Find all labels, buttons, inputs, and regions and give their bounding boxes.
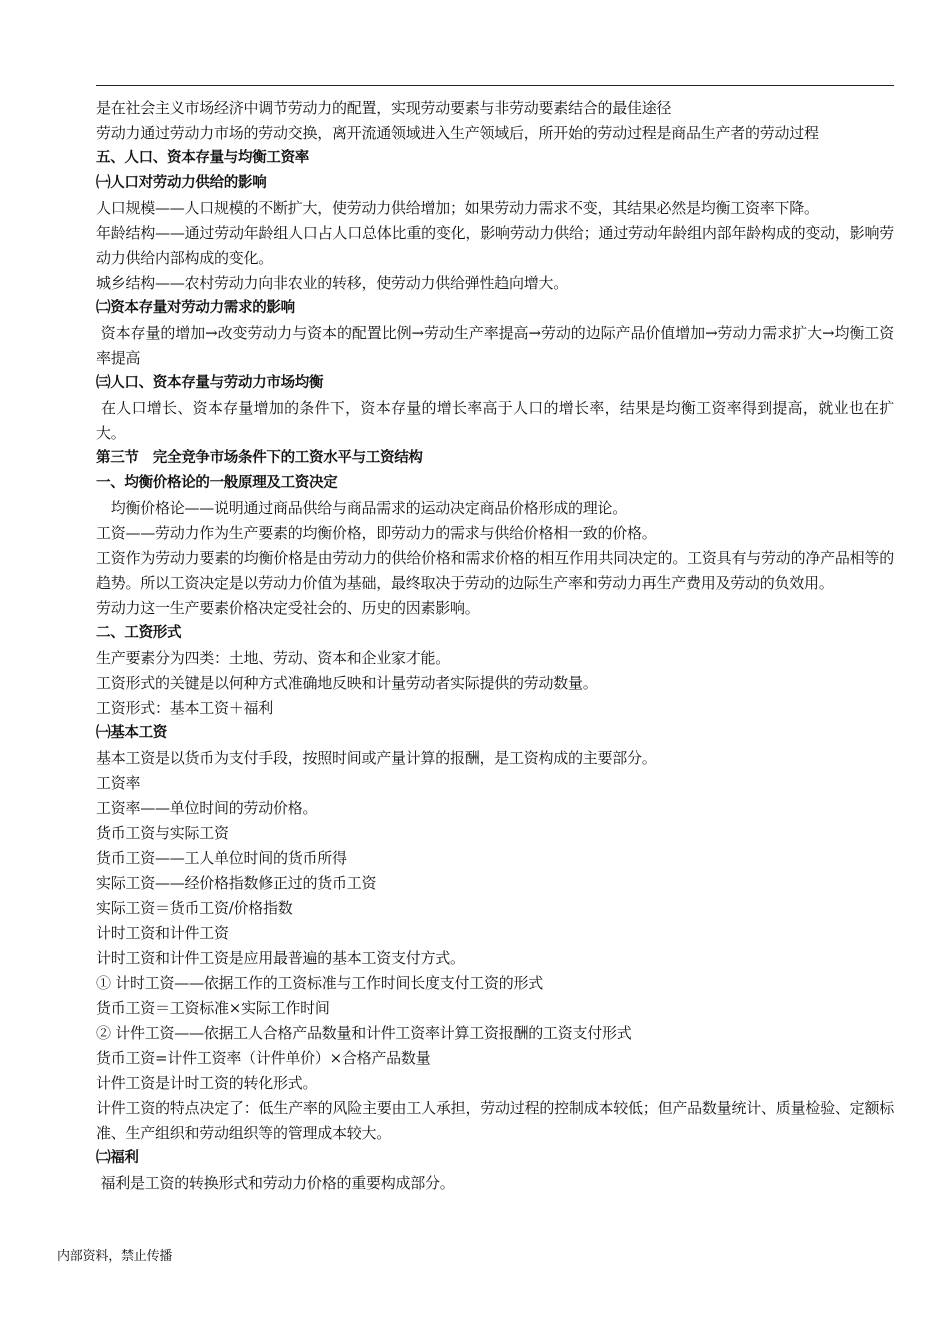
section-heading: 二、工资形式 bbox=[96, 625, 182, 641]
subsection-heading: ㈡福利 bbox=[96, 1150, 139, 1166]
paragraph: 工资形式的关键是以何种方式准确地反映和计量劳动者实际提供的劳动数量。 bbox=[96, 674, 598, 692]
document-body bbox=[96, 96, 894, 1196]
footer-note: 内部资料，禁止传播 bbox=[57, 1249, 173, 1264]
paragraph: 计时工资和计件工资 bbox=[96, 924, 229, 942]
paragraph: 劳动力通过劳动力市场的劳动交换，离开流通领域进入生产领域后，所开始的劳动过程是商品生产者的劳动过程 bbox=[96, 124, 819, 142]
paragraph: 城乡结构——农村劳动力向非农业的转移，使劳动力供给弹性趋向增大。 bbox=[96, 274, 569, 292]
list-item: ② 计件工资——依据工人合格产品数量和计件工资率计算工资报酬的工资支付形式 bbox=[96, 1024, 632, 1042]
paragraph: 年龄结构——通过劳动年龄组人口占人口总体比重的变化，影响劳动力供给；通过劳动年龄组内部年龄构成的变动，影响劳动力供给内部构成的变化。 bbox=[96, 224, 894, 267]
paragraph: 工资形式：基本工资＋福利 bbox=[96, 699, 274, 717]
paragraph: 是在社会主义市场经济中调节劳动力的配置，实现劳动要素与非劳动要素结合的最佳途径 bbox=[96, 99, 672, 117]
paragraph: 福利是工资的转换形式和劳动力价格的重要构成部分。 bbox=[96, 1174, 455, 1192]
subsection-heading: ㈠人口对劳动力供给的影响 bbox=[96, 175, 267, 191]
subsection-heading: ㈠基本工资 bbox=[96, 725, 167, 741]
list-item: ① 计时工资——依据工作的工资标准与工作时间长度支付工资的形式 bbox=[96, 974, 544, 992]
paragraph: 工资作为劳动力要素的均衡价格是由劳动力的供给价格和需求价格的相互作用共同决定的。工资具有与劳动的净产品相等的趋势。所以工资决定是以劳动力价值为基础，最终取决于劳动的边际生产率和劳动力再生产费用及劳动的负效用。 bbox=[96, 549, 894, 592]
paragraph: 工资——劳动力作为生产要素的均衡价格，即劳动力的需求与供给价格相一致的价格。 bbox=[96, 524, 657, 542]
paragraph: 货币工资与实际工资 bbox=[96, 824, 229, 842]
paragraph: 人口规模——人口规模的不断扩大，使劳动力供给增加；如果劳动力需求不变，其结果必然是均衡工资率下降。 bbox=[96, 199, 819, 217]
paragraph: 基本工资是以货币为支付手段，按照时间或产量计算的报酬，是工资构成的主要部分。 bbox=[96, 749, 657, 767]
chapter-section-heading: 第三节 完全竞争市场条件下的工资水平与工资结构 bbox=[96, 450, 423, 466]
paragraph: 货币工资——工人单位时间的货币所得 bbox=[96, 849, 347, 867]
section-heading: 一、均衡价格论的一般原理及工资决定 bbox=[96, 475, 338, 491]
subsection-heading: ㈢人口、资本存量与劳动力市场均衡 bbox=[96, 375, 324, 391]
paragraph: 均衡价格论——说明通过商品供给与商品需求的运动决定商品价格形成的理论。 bbox=[96, 499, 628, 517]
paragraph: 计件工资的特点决定了：低生产率的风险主要由工人承担，劳动过程的控制成本较低；但产品数量统计、质量检验、定额标准、生产组织和劳动组织等的管理成本较大。 bbox=[96, 1099, 894, 1142]
paragraph: 资本存量的增加→改变劳动力与资本的配置比例→劳动生产率提高→劳动的边际产品价值增加→劳动力需求扩大→均衡工资率提高 bbox=[96, 324, 894, 367]
paragraph: 工资率——单位时间的劳动价格。 bbox=[96, 799, 318, 817]
paragraph: 生产要素分为四类：土地、劳动、资本和企业家才能。 bbox=[96, 649, 451, 667]
formula: 货币工资＝工资标准×实际工作时间 bbox=[96, 999, 330, 1017]
formula: 货币工资=计件工资率（计件单价）×合格产品数量 bbox=[96, 1049, 431, 1067]
paragraph: 计时工资和计件工资是应用最普遍的基本工资支付方式。 bbox=[96, 949, 465, 967]
paragraph: 实际工资＝货币工资/价格指数 bbox=[96, 899, 293, 917]
header-rule bbox=[96, 85, 894, 86]
paragraph: 计件工资是计时工资的转化形式。 bbox=[96, 1074, 318, 1092]
paragraph: 工资率 bbox=[96, 774, 141, 792]
section-heading: 五、人口、资本存量与均衡工资率 bbox=[96, 150, 309, 166]
paragraph: 劳动力这一生产要素价格决定受社会的、历史的因素影响。 bbox=[96, 599, 480, 617]
paragraph: 在人口增长、资本存量增加的条件下，资本存量的增长率高于人口的增长率，结果是均衡工资率得到提高，就业也在扩大。 bbox=[96, 399, 894, 442]
paragraph: 实际工资——经价格指数修正过的货币工资 bbox=[96, 874, 377, 892]
subsection-heading: ㈡资本存量对劳动力需求的影响 bbox=[96, 300, 295, 316]
